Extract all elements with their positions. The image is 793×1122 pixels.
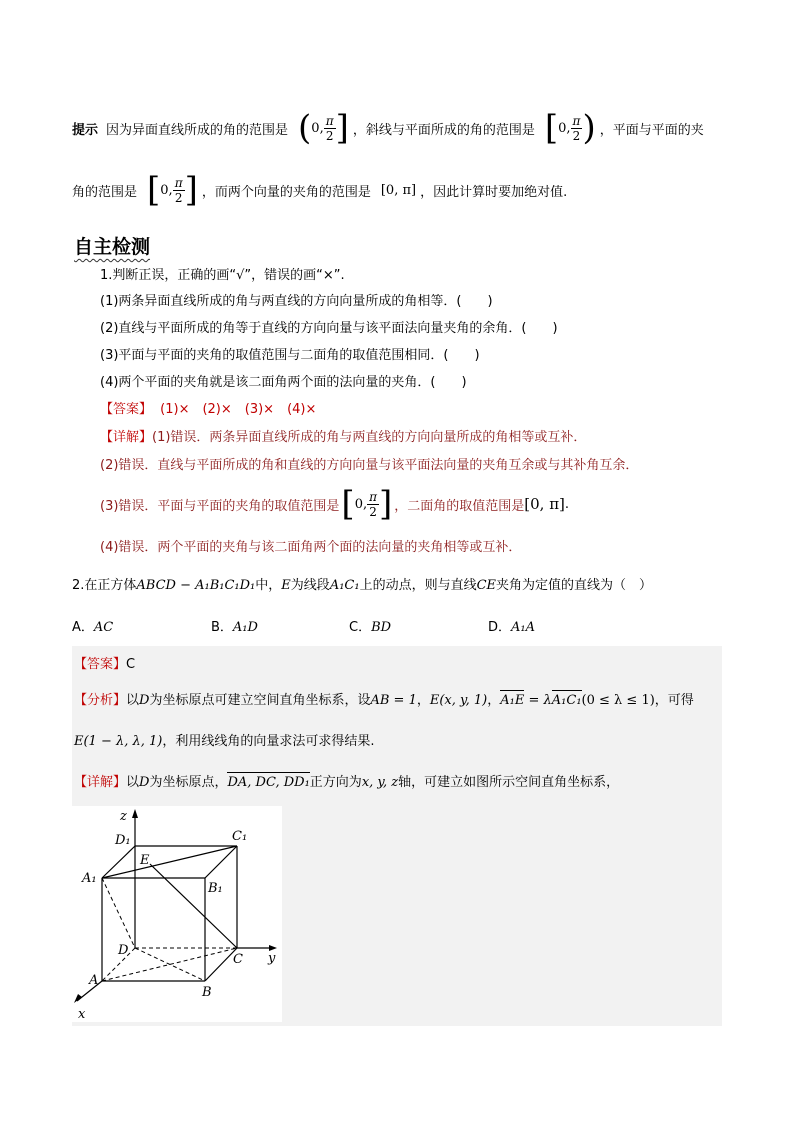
q2-answer-value: C <box>126 657 136 672</box>
interval-closed-pi-over-2-c: [ 0, $\frac{\pi}{2}$ ] <box>147 170 198 210</box>
label-y: y <box>268 951 276 966</box>
label-z: z <box>120 809 127 824</box>
q2-option-c: C．BD <box>349 620 392 635</box>
interval-closed-pi-over-2-b: [ 0, $\frac{\pi}{2}$ ) <box>544 108 596 148</box>
hint-text-2: ，斜线与平面所成的角的范围是 <box>352 122 535 138</box>
label-c: C <box>233 952 243 967</box>
label-x: x <box>78 1007 86 1022</box>
interval-open-pi-over-2-a: ( 0, $\frac{\pi}{2}$ ] <box>298 108 349 148</box>
label-d1: D₁ <box>115 833 131 848</box>
q2-stem: 2.在正方体ABCD − A₁B₁C₁D₁中，E为线段A₁C₁上的动点，则与直线CE夹角为定值的直线为（ ） <box>72 578 653 593</box>
q1-item-2: (2)直线与平面所成的角等于直线的方向向量与该平面法向量夹角的余角．( ) <box>100 321 558 336</box>
hint-label: 提示 <box>72 122 99 138</box>
q1-stem: 1.判断正误，正确的画“√”，错误的画“×”. <box>100 268 345 283</box>
interval-zero-pi-closed: [0, π] <box>524 495 565 513</box>
q2-detail-line: 【详解】以D为坐标原点，DA, DC, DD₁正方向为x, y, z轴，可建立如图所示空间直角坐标系， <box>74 775 620 790</box>
q1-item-4: (4)两个平面的夹角就是该二面角两个面的法向量的夹角．( ) <box>100 375 467 390</box>
label-a1: A₁ <box>82 871 97 886</box>
q2-option-d: D．A₁A <box>488 620 536 635</box>
hint-line-2 <box>72 170 567 210</box>
cube-name: ABCD − A₁B₁C₁D₁ <box>136 578 256 593</box>
hint-text-6: ，因此计算时要加绝对值. <box>420 184 568 200</box>
label-b1: B₁ <box>208 881 223 896</box>
q2-answer: 【答案】C <box>74 657 136 672</box>
label-e: E <box>140 853 150 868</box>
q2-analysis-line-1: 【分析】以D为坐标原点可建立空间直角坐标系，设AB = 1，E(x, y, 1)，A₁E = λA₁C₁(0 ≤ λ ≤ 1)，可得 <box>74 693 694 708</box>
hint-line-1 <box>72 110 704 146</box>
hint-text-1: 因为异面直线所成的角的范围是 <box>106 122 289 138</box>
label-d: D <box>118 943 129 958</box>
label-b: B <box>202 985 212 1000</box>
q1-answer <box>100 398 316 417</box>
cube-figure <box>72 806 282 1022</box>
q1-item-1: (1)两条异面直线所成的角与两直线的方向向量所成的角相等．( ) <box>100 294 493 309</box>
q1-detail-1: 【详解】(1)错误．两条异面直线所成的角与两直线的方向向量所成的角相等或互补． <box>100 430 587 445</box>
q2-analysis-line-2: E(1 − λ, λ, 1)，利用线线角的向量求法可求得结果. <box>74 734 375 749</box>
q1-item-3: (3)平面与平面的夹角的取值范围与二面角的取值范围相同．( ) <box>100 348 480 363</box>
q1-answer-label: 【答案】 <box>100 402 153 417</box>
hint-text-4: 角的范围是 <box>72 184 138 200</box>
q1-detail-2: (2)错误．直线与平面所成的角和直线的方向向量与该平面法向量的夹角互余或与其补角互余． <box>100 458 639 473</box>
hint-text-5: ，而两个向量的夹角的范围是 <box>201 184 371 200</box>
q1-detail-label: 【详解】 <box>100 430 153 445</box>
q1-answer-text: (1)× (2)× (3)× (4)× <box>160 402 317 417</box>
label-a: A <box>89 973 99 988</box>
hint-text-3: ，平面与平面的夹 <box>599 122 704 138</box>
interval-zero-pi: [0, π] <box>380 182 417 198</box>
interval-closed-pi-over-2-d: [ 0, $\frac{\pi}{2}$ ] <box>341 484 393 524</box>
q2-option-b: B．A₁D <box>211 620 258 635</box>
q1-detail-3: (3)错误．平面与平面的夹角的取值范围是 [ 0, $\frac{\pi}{2}$ ] ，二面角的取值范围是 [0, π] . <box>100 484 570 524</box>
label-c1: C₁ <box>232 829 248 844</box>
section-title: 自主检测 <box>74 236 151 258</box>
q2-option-a: A．AC <box>72 620 114 635</box>
q1-detail-4: (4)错误．两个平面的夹角与该二面角两个面的法向量的夹角相等或互补． <box>100 540 522 555</box>
